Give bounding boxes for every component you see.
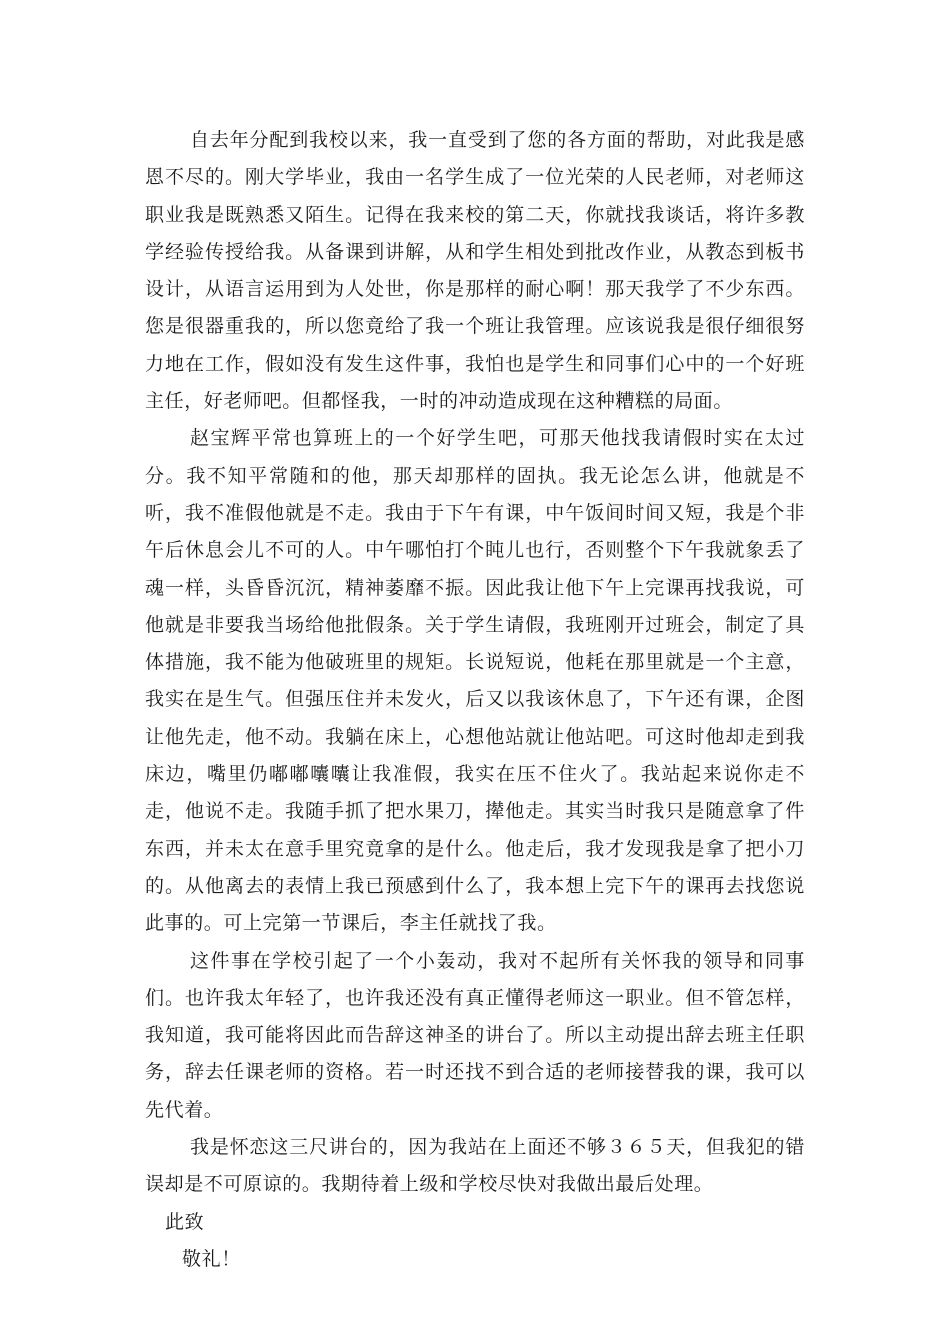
paragraph-4: 我是怀恋这三尺讲台的，因为我站在上面还不够３６５天，但我犯的错误却是不可原谅的。我期待着上级和学校尽快对我做出最后处理。: [145, 1136, 805, 1196]
paragraph-3: 这件事在学校引起了一个小轰动，我对不起所有关怀我的领导和同事们。也许我太年轻了，也许我还没有真正懂得老师这一职业。但不管怎样，我知道，我可能将因此而告辞这神圣的讲台了。所以主动提出辞去班主任职务，辞去任课老师的资格。若一时还找不到合适的老师接替我的课，我可以先代着。: [145, 949, 805, 1121]
paragraph-2: 赵宝辉平常也算班上的一个好学生吧，可那天他找我请假时实在太过分。我不知平常随和的他，那天却那样的固执。我无论怎么讲，他就是不听，我不准假他就是不走。我由于下午有课，中午饭间时间又短，我是个非午后休息会儿不可的人。中午哪怕打个盹儿也行，否则整个下午我就象丢了魂一样，头昏昏沉沉，精神萎靡不振。因此我让他下午上完课再找我说，可他就是非要我当场给他批假条。关于学生请假，我班刚开过班会，制定了具体措施，我不能为他破班里的规矩。长说短说，他耗在那里就是一个主意，我实在是生气。但强压住并未发火，后又以我该休息了，下午还有课，企图让他先走，他不动。我躺在床上，心想他站就让他站吧。可这时他却走到我床边，嘴里仍嘟嘟囔囔让我准假，我实在压不住火了。我站起来说你走不走，他说不走。我随手抓了把水果刀，撵他走。其实当时我只是随意拿了件东西，并未太在意手里究竟拿的是什么。他走后，我才发现我是拿了把小刀的。从他离去的表情上我已预感到什么了，我本想上完下午的课再去找您说此事的。可上完第一节课后，李主任就找了我。: [145, 427, 805, 935]
closing-salutation: 此致: [165, 1210, 205, 1233]
closing-regards: 敬礼！: [182, 1247, 241, 1270]
paragraph-1: 自去年分配到我校以来，我一直受到了您的各方面的帮助，对此我是感恩不尽的。刚大学毕业，我由一名学生成了一位光荣的人民老师，对老师这职业我是既熟悉又陌生。记得在我来校的第二天，你就找我谈话，将许多教学经验传授给我。从备课到讲解，从和学生相处到批改作业，从教态到板书设计，从语言运用到为人处世，你是那样的耐心啊！那天我学了不少东西。您是很器重我的，所以您竟给了我一个班让我管理。应该说我是很仔细很努力地在工作，假如没有发生这件事，我怕也是学生和同事们心中的一个好班主任，好老师吧。但都怪我，一时的冲动造成现在这种糟糕的局面。: [145, 129, 805, 413]
letter-body: [145, 122, 805, 1278]
